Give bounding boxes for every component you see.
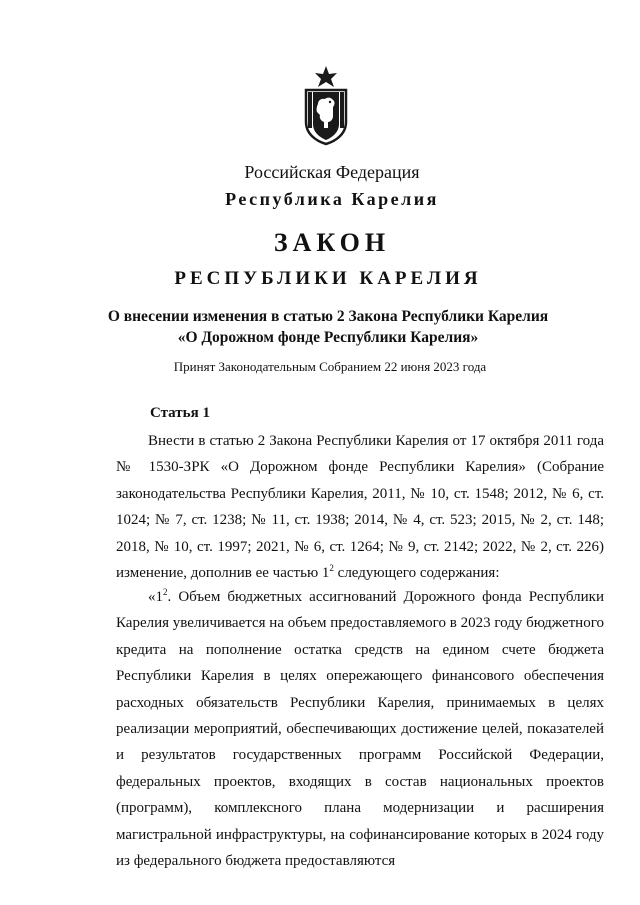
country-name: Российская Федерация <box>244 162 420 182</box>
article-paragraph-1 <box>116 428 604 586</box>
paragraph-2-superscript: 2 <box>163 587 168 597</box>
document-type: ЗАКОН <box>273 228 391 257</box>
law-title-line-2: «О Дорожном фонде Республики Карелия» <box>177 329 479 346</box>
article-heading: Статья 1 <box>150 405 210 421</box>
republic-name: Республика Карелия <box>225 189 439 209</box>
document-issuer: РЕСПУБЛИКИ КАРЕЛИЯ <box>174 268 482 289</box>
paragraph-1-text: Внести в статью 2 Закона Республики Карелия от 17 октября 2011 года № 1530-ЗРК «О Дорожном фонде Республики Карелия» (Собрание законодательства Республики Карелия, 2011, № 10, ст. 1548; 2012, № 6, ст. 1024; № 7, ст. 1238; № 11, ст. 1938; 2014, № 4, ст. 523; 2015, № 2, ст. 148; 2018, № 10, ст. 1997; 2021, № 6, ст. 1264; № 9, ст. 2142; 2022, № 2, ст. 226) изменение, дополнив ее частью 1 <box>116 433 604 582</box>
law-title-line-1: О внесении изменения в статью 2 Закона Республики Карелия <box>107 308 549 325</box>
article-paragraph-2 <box>116 584 604 874</box>
paragraph-1-superscript: 2 <box>329 563 334 574</box>
adoption-note: Принят Законодательным Собранием 22 июня 2023 года <box>173 359 487 374</box>
karelia-coat-of-arms-icon <box>300 64 352 146</box>
paragraph-1-text-end: следующего содержания: <box>333 565 500 582</box>
law-title <box>8 306 640 348</box>
paragraph-2-text: . Объем бюджетных ассигнований Дорожного фонда Республики Карелия увеличивается на объем предоставляемого в 2023 году бюджетного кредита на пополнение остатка средств на едином счете бюджета Республики Карелия в целях опережающего финансового обеспечения расходных обязательств Республики Карелия, принимаемых в целях реализации мероприятий, обеспечивающих достижение целей, показателей и результатов государственных программ Российской Федерации, федеральных проектов, входящих в состав национальных проектов (программ), комплексного плана модернизации и расширения магистральной инфраструктуры, на софинансирование которых в 2024 году из федерального бюджета предоставляются <box>116 589 604 870</box>
paragraph-2-opening: «1 <box>148 589 163 605</box>
